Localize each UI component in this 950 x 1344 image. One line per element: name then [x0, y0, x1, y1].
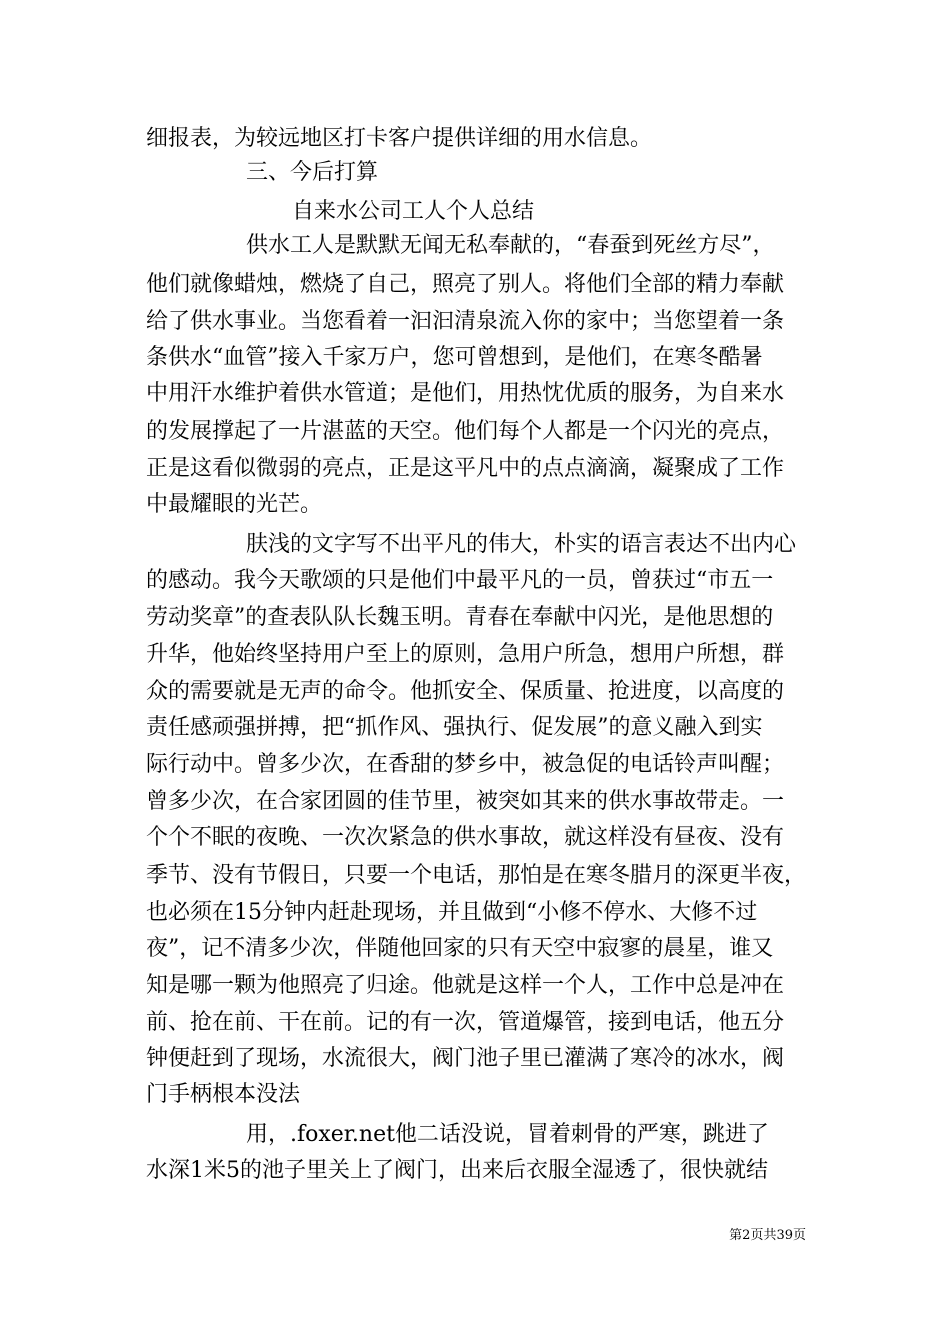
page-number: 第2页共39页 — [729, 1228, 806, 1243]
text-line: 肤浅的文字写不出平凡的伟大，朴实的语言表达不出内心 — [246, 532, 797, 557]
text-line: 供水工人是默默无闻无私奉献的，“春蚕到死丝方尽”， — [246, 233, 775, 258]
article-title: 自来水公司工人个人总结 — [292, 199, 535, 224]
text-line: 曾多少次，在合家团圆的佳节里，被突如其来的供水事故带走。一 — [146, 789, 785, 814]
text-line: 劳动奖章”的查表队队长魏玉明。青春在奉献中闪光，是他思想的 — [146, 605, 774, 630]
text-line: 个个不眠的夜晚、一次次紧急的供水事故，就这样没有昼夜、没有 — [146, 825, 785, 850]
text-line: 钟便赶到了现场，水流很大，阀门池子里已灌满了寒冷的冰水，阀 — [146, 1046, 785, 1071]
text-line: 他们就像蜡烛，燃烧了自己，照亮了别人。将他们全部的精力奉献 — [146, 272, 785, 297]
text-line: 中最耀眼的光芒。 — [146, 492, 323, 517]
text-line: 用，.foxer.net他二话没说，冒着刺骨的严寒，跳进了 — [246, 1122, 769, 1147]
text-line: 也必须在15分钟内赶赴现场，并且做到“小修不停水、大修不过 — [146, 900, 758, 925]
text-line: 水深1米5的池子里关上了阀门，出来后衣服全湿透了，很快就结 — [146, 1158, 768, 1183]
text-line: 知是哪一颗为他照亮了归途。他就是这样一个人，工作中总是冲在 — [146, 973, 785, 998]
text-line: 的发展撑起了一片湛蓝的天空。他们每个人都是一个闪光的亮点， — [146, 419, 785, 444]
text-line: 正是这看似微弱的亮点，正是这平凡中的点点滴滴，凝聚成了工作 — [146, 456, 785, 481]
text-line: 的感动。我今天歌颂的只是他们中最平凡的一员，曾获过“市五一 — [146, 568, 774, 593]
text-line: 前、抢在前、干在前。记的有一次，管道爆管，接到电话，他五分 — [146, 1010, 785, 1035]
text-line: 季节、没有节假日，只要一个电话，那怕是在寒冬腊月的深更半夜， — [146, 863, 807, 888]
text-line: 升华，他始终坚持用户至上的原则，急用户所急，想用户所想，群 — [146, 642, 785, 667]
text-line: 条供水“血管”接入千家万户，您可曾想到，是他们，在寒冬酷暑 — [146, 345, 763, 370]
text-line: 中用汗水维护着供水管道；是他们，用热忱优质的服务，为自来水 — [146, 381, 785, 406]
text-line: 众的需要就是无声的命令。他抓安全、保质量、抢进度，以高度的 — [146, 679, 785, 704]
text-line: 夜”，记不清多少次，伴随他回家的只有天空中寂寥的晨星，谁又 — [146, 936, 774, 961]
text-line: 际行动中。曾多少次，在香甜的梦乡中，被急促的电话铃声叫醒； — [146, 752, 785, 777]
text-line: 门手柄根本没法 — [146, 1082, 301, 1107]
section-heading: 三、今后打算 — [246, 160, 379, 185]
text-line: 给了供水事业。当您看着一汩汩清泉流入你的家中；当您望着一条 — [146, 309, 785, 334]
text-line: 责任感顽强拼搏，把“抓作风、强执行、促发展”的意义融入到实 — [146, 715, 763, 740]
text-line: 细报表，为较远地区打卡客户提供详细的用水信息。 — [146, 126, 653, 151]
